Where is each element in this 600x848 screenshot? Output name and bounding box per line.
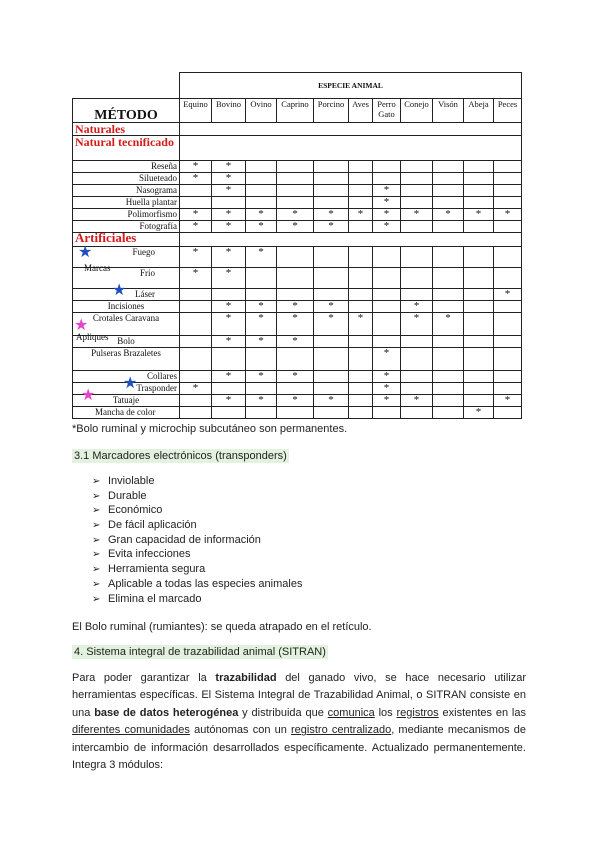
mark-cell xyxy=(433,348,464,371)
mark-cell xyxy=(433,185,464,197)
mark-cell xyxy=(433,371,464,383)
mark-cell xyxy=(464,268,494,289)
mark-cell xyxy=(464,313,494,336)
mark-cell xyxy=(494,185,522,197)
list-item xyxy=(92,474,302,489)
species-col-header: Visón xyxy=(433,99,464,123)
mark-cell xyxy=(180,185,212,197)
bold-base-datos: base de datos heterogénea xyxy=(94,706,239,719)
method-label: Incisiones xyxy=(73,301,180,313)
mark-cell: * xyxy=(494,209,522,221)
method-label: Crotales Caravana xyxy=(73,313,180,336)
mark-cell xyxy=(314,161,349,173)
mark-cell: * xyxy=(494,395,522,407)
mark-cell: * xyxy=(401,313,433,336)
mark-cell xyxy=(433,289,464,301)
category-naturales: Naturales xyxy=(73,123,180,136)
mark-cell: * xyxy=(373,221,401,233)
mark-cell xyxy=(180,371,212,383)
text-run: del ganado vivo, se hace necesario utilizar herramientas específicas. El Sistema Integral de Trazabilidad Animal, o SITRAN consiste en una xyxy=(72,672,526,719)
mark-cell xyxy=(401,173,433,185)
method-label: Frío xyxy=(73,268,180,289)
mark-cell: * xyxy=(373,209,401,221)
method-label: Pulseras Brazaletes xyxy=(73,348,180,371)
mark-cell xyxy=(494,197,522,209)
mark-cell xyxy=(314,407,349,419)
table-note: *Bolo ruminal y microchip subcutáneo son permanentes. xyxy=(72,423,348,435)
mark-cell: * xyxy=(494,289,522,301)
species-col-header: Ovino xyxy=(246,99,277,123)
mark-cell: * xyxy=(180,268,212,289)
table-row xyxy=(73,209,522,221)
mark-cell: * xyxy=(373,395,401,407)
text-run: y distribuida que xyxy=(238,706,328,719)
species-col-header: Abeja xyxy=(464,99,494,123)
table-row xyxy=(73,348,522,371)
mark-cell xyxy=(433,161,464,173)
text-run: autónomas con un xyxy=(189,724,292,737)
mark-cell: * xyxy=(180,161,212,173)
mark-cell xyxy=(277,383,314,395)
list-item-text: Evita infecciones xyxy=(108,548,191,561)
underline-comunica: comunica xyxy=(327,706,375,719)
mark-cell xyxy=(314,197,349,209)
list-item-text: Inviolable xyxy=(108,475,155,487)
mark-cell xyxy=(401,185,433,197)
mark-cell: * xyxy=(373,185,401,197)
mark-cell xyxy=(464,185,494,197)
mark-cell xyxy=(277,268,314,289)
mark-cell xyxy=(246,348,277,371)
method-label: Mancha de color xyxy=(73,407,180,419)
method-label: Collares xyxy=(73,371,180,383)
mark-cell xyxy=(246,407,277,419)
table-row xyxy=(73,173,522,185)
mark-cell xyxy=(277,197,314,209)
mark-cell: * xyxy=(277,336,314,348)
mark-cell: * xyxy=(246,336,277,348)
species-col-header: Aves xyxy=(349,99,373,123)
mark-cell xyxy=(277,289,314,301)
section-3-1-heading: 3.1 Marcadores electrónicos (transponders) xyxy=(74,450,287,462)
mark-cell xyxy=(373,268,401,289)
arrow-bullet-icon: ➢ xyxy=(92,520,101,532)
mark-cell: * xyxy=(246,371,277,383)
mark-cell xyxy=(246,383,277,395)
table-row xyxy=(73,383,522,395)
species-method-table xyxy=(72,72,522,419)
mark-cell xyxy=(349,247,373,268)
empty-cell xyxy=(180,233,522,247)
mark-cell xyxy=(433,197,464,209)
arrow-bullet-icon: ➢ xyxy=(92,578,101,590)
transponder-features-list xyxy=(92,474,302,606)
mark-cell: * xyxy=(277,371,314,383)
mark-cell: * xyxy=(212,268,246,289)
species-col-header: Perro Gato xyxy=(373,99,401,123)
mark-cell xyxy=(349,348,373,371)
mark-cell xyxy=(494,247,522,268)
mark-cell: * xyxy=(212,173,246,185)
mark-cell xyxy=(314,185,349,197)
mark-cell xyxy=(494,161,522,173)
mark-cell: * xyxy=(180,247,212,268)
mark-cell xyxy=(277,173,314,185)
mark-cell: * xyxy=(212,336,246,348)
method-label: Bolo xyxy=(73,336,180,348)
empty-cell xyxy=(180,136,522,161)
mark-cell xyxy=(180,348,212,371)
table-row xyxy=(73,289,522,301)
mark-cell xyxy=(180,197,212,209)
mark-cell: * xyxy=(212,313,246,336)
mark-cell xyxy=(401,348,433,371)
mark-cell: * xyxy=(246,301,277,313)
mark-cell xyxy=(494,383,522,395)
star-apliques-icon: ★ xyxy=(74,317,89,334)
mark-cell xyxy=(464,336,494,348)
mark-cell xyxy=(349,197,373,209)
mark-cell xyxy=(349,395,373,407)
mark-cell xyxy=(246,185,277,197)
mark-cell xyxy=(180,313,212,336)
mark-cell: * xyxy=(180,383,212,395)
mark-cell xyxy=(401,383,433,395)
mark-cell xyxy=(464,395,494,407)
table-row xyxy=(73,301,522,313)
mark-cell: * xyxy=(349,209,373,221)
underline-comunidades: diferentes comunidades xyxy=(72,724,190,737)
mark-cell xyxy=(464,383,494,395)
mark-cell xyxy=(373,336,401,348)
list-item xyxy=(92,503,302,518)
mark-cell xyxy=(314,383,349,395)
mark-cell xyxy=(277,247,314,268)
mark-cell: * xyxy=(212,221,246,233)
mark-cell xyxy=(464,221,494,233)
mark-cell: * xyxy=(314,395,349,407)
mark-cell xyxy=(433,336,464,348)
mark-cell: * xyxy=(373,383,401,395)
mark-cell xyxy=(212,289,246,301)
mark-cell: * xyxy=(433,313,464,336)
mark-cell xyxy=(277,161,314,173)
species-col-header: Conejo xyxy=(401,99,433,123)
mark-cell xyxy=(401,289,433,301)
section-4-heading: 4. Sistema integral de trazabilidad animal (SITRAN) xyxy=(74,646,326,658)
table-row xyxy=(73,313,522,336)
mark-cell: * xyxy=(373,197,401,209)
mark-cell: * xyxy=(314,301,349,313)
mark-cell xyxy=(373,301,401,313)
mark-cell xyxy=(373,247,401,268)
method-label: Fotografía xyxy=(73,221,180,233)
mark-cell: * xyxy=(401,301,433,313)
species-col-header: Porcino xyxy=(314,99,349,123)
mark-cell xyxy=(401,371,433,383)
arrow-bullet-icon: ➢ xyxy=(92,505,101,517)
mark-cell xyxy=(349,383,373,395)
mark-cell: * xyxy=(212,395,246,407)
method-label: Silueteado xyxy=(73,173,180,185)
table-row xyxy=(73,221,522,233)
text-run: los xyxy=(374,706,397,719)
mark-cell xyxy=(180,395,212,407)
mark-cell xyxy=(373,289,401,301)
species-col-header: Bovino xyxy=(212,99,246,123)
species-col-header: Equino xyxy=(180,99,212,123)
mark-cell xyxy=(246,161,277,173)
group-apliques: Apliques xyxy=(76,332,109,342)
mark-cell: * xyxy=(246,221,277,233)
mark-cell: * xyxy=(277,209,314,221)
table-row xyxy=(73,371,522,383)
mark-cell xyxy=(494,301,522,313)
mark-cell xyxy=(494,221,522,233)
mark-cell: * xyxy=(401,209,433,221)
list-item xyxy=(92,489,302,504)
mark-cell xyxy=(212,407,246,419)
table-row xyxy=(73,407,522,419)
method-label: Tatuaje xyxy=(73,395,180,407)
list-item-text: Económico xyxy=(108,504,163,517)
arrow-bullet-icon: ➢ xyxy=(92,476,101,487)
mark-cell xyxy=(401,197,433,209)
mark-cell xyxy=(212,197,246,209)
mark-cell xyxy=(433,383,464,395)
mark-cell xyxy=(464,301,494,313)
text-run: existentes en las xyxy=(438,706,526,719)
species-col-header: Caprino xyxy=(277,99,314,123)
mark-cell xyxy=(433,301,464,313)
list-item-text: Aplicable a todas las especies animales xyxy=(108,577,303,590)
text-run: Para poder garantizar la xyxy=(72,672,216,684)
mark-cell xyxy=(349,336,373,348)
list-item xyxy=(92,592,302,607)
method-label: Reseña xyxy=(73,161,180,173)
arrow-bullet-icon: ➢ xyxy=(92,564,101,576)
species-header: ESPECIE ANIMAL xyxy=(180,73,522,99)
method-label: Láser xyxy=(73,289,180,301)
mark-cell xyxy=(246,197,277,209)
mark-cell: * xyxy=(212,209,246,221)
mark-cell xyxy=(277,185,314,197)
mark-cell xyxy=(464,173,494,185)
mark-cell xyxy=(246,173,277,185)
mark-cell: * xyxy=(212,301,246,313)
mark-cell xyxy=(314,348,349,371)
list-item xyxy=(92,577,302,592)
mark-cell: * xyxy=(246,247,277,268)
mark-cell xyxy=(314,289,349,301)
list-item-text: Herramienta segura xyxy=(108,563,206,576)
star-mancha-icon: ★ xyxy=(81,387,96,404)
mark-cell xyxy=(212,348,246,371)
arrow-bullet-icon: ➢ xyxy=(92,534,101,546)
mark-cell xyxy=(180,289,212,301)
mark-cell xyxy=(433,247,464,268)
table-row xyxy=(73,247,522,268)
table-row xyxy=(73,197,522,209)
empty-cell xyxy=(180,123,522,136)
mark-cell xyxy=(401,407,433,419)
mark-cell xyxy=(180,407,212,419)
mark-cell xyxy=(277,407,314,419)
list-item-text: Durable xyxy=(108,489,147,502)
mark-cell: * xyxy=(314,313,349,336)
mark-cell xyxy=(494,371,522,383)
method-label: Polimorfismo xyxy=(73,209,180,221)
list-item-text: Gran capacidad de información xyxy=(108,533,261,546)
list-item xyxy=(92,518,302,533)
mark-cell xyxy=(314,173,349,185)
mark-cell: * xyxy=(314,221,349,233)
mark-cell: * xyxy=(401,395,433,407)
mark-cell: * xyxy=(212,247,246,268)
mark-cell xyxy=(314,371,349,383)
mark-cell xyxy=(246,268,277,289)
species-col-header: Peces xyxy=(494,99,522,123)
mark-cell: * xyxy=(246,395,277,407)
mark-cell: * xyxy=(349,313,373,336)
mark-cell: * xyxy=(246,209,277,221)
mark-cell xyxy=(464,161,494,173)
method-label: Nasograma xyxy=(73,185,180,197)
group-marcas: Marcas xyxy=(84,263,111,273)
mark-cell xyxy=(433,173,464,185)
table-corner xyxy=(73,73,180,99)
mark-cell xyxy=(349,371,373,383)
mark-cell xyxy=(494,348,522,371)
mark-cell: * xyxy=(464,407,494,419)
mark-cell xyxy=(180,336,212,348)
method-label: Fuego xyxy=(73,247,180,268)
category-natural-tecnificado: Natural tecnificado xyxy=(73,136,180,161)
mark-cell xyxy=(212,383,246,395)
mark-cell xyxy=(494,173,522,185)
mark-cell: * xyxy=(373,371,401,383)
list-item xyxy=(92,547,302,562)
mark-cell: * xyxy=(277,395,314,407)
arrow-bullet-icon: ➢ xyxy=(92,549,101,561)
star-incisiones-icon: ★ xyxy=(112,282,127,299)
method-label: Trasponder xyxy=(73,383,180,395)
category-artificiales: Artificiales xyxy=(73,233,180,247)
mark-cell xyxy=(464,197,494,209)
mark-cell xyxy=(180,301,212,313)
mark-cell xyxy=(373,407,401,419)
mark-cell: * xyxy=(212,371,246,383)
mark-cell xyxy=(433,221,464,233)
mark-cell xyxy=(349,268,373,289)
mark-cell: * xyxy=(464,209,494,221)
mark-cell xyxy=(277,348,314,371)
mark-cell xyxy=(349,173,373,185)
table-row xyxy=(73,395,522,407)
mark-cell: * xyxy=(433,209,464,221)
list-item xyxy=(92,533,302,548)
mark-cell xyxy=(433,268,464,289)
mark-cell xyxy=(401,247,433,268)
mark-cell xyxy=(494,268,522,289)
mark-cell: * xyxy=(180,221,212,233)
mark-cell xyxy=(464,371,494,383)
mark-cell xyxy=(373,313,401,336)
mark-cell xyxy=(349,407,373,419)
mark-cell xyxy=(401,161,433,173)
underline-registro-centralizado: registro centralizado xyxy=(291,724,392,737)
mark-cell xyxy=(401,221,433,233)
mark-cell xyxy=(494,313,522,336)
mark-cell xyxy=(349,221,373,233)
mark-cell xyxy=(464,247,494,268)
sitran-paragraph xyxy=(72,670,526,774)
mark-cell xyxy=(246,289,277,301)
arrow-bullet-icon: ➢ xyxy=(92,490,101,502)
mark-cell xyxy=(349,301,373,313)
mark-cell: * xyxy=(373,348,401,371)
mark-cell xyxy=(349,185,373,197)
mark-cell: * xyxy=(212,185,246,197)
underline-registros: registros xyxy=(396,706,439,719)
table-row xyxy=(73,268,522,289)
mark-cell xyxy=(494,407,522,419)
mark-cell xyxy=(349,161,373,173)
arrow-bullet-icon: ➢ xyxy=(92,593,101,605)
table-row xyxy=(73,161,522,173)
mark-cell: * xyxy=(180,173,212,185)
star-marcas-icon: ★ xyxy=(78,244,93,261)
method-label: Huella plantar xyxy=(73,197,180,209)
bold-trazabilidad: trazabilidad xyxy=(215,672,277,684)
mark-cell xyxy=(373,161,401,173)
star-tatuaje-icon: ★ xyxy=(123,375,138,392)
table-row xyxy=(73,185,522,197)
mark-cell: * xyxy=(180,209,212,221)
bolo-ruminal-text: El Bolo ruminal (rumiantes): se queda atrapado en el retículo. xyxy=(72,621,372,633)
mark-cell xyxy=(314,247,349,268)
mark-cell xyxy=(314,336,349,348)
table-row xyxy=(73,336,522,348)
text-run: , mediante mecanismos de intercambio de información desarrollados específicamente. Actualizado permanentemente. Integra 3 módulos: xyxy=(72,724,526,772)
list-item-text: De fácil aplicación xyxy=(108,519,197,532)
mark-cell: * xyxy=(246,313,277,336)
mark-cell xyxy=(464,348,494,371)
mark-cell xyxy=(401,336,433,348)
list-item-text: Elimina el marcado xyxy=(108,592,202,605)
mark-cell xyxy=(314,268,349,289)
mark-cell: * xyxy=(277,313,314,336)
mark-cell xyxy=(349,289,373,301)
mark-cell xyxy=(401,268,433,289)
mark-cell xyxy=(373,173,401,185)
mark-cell: * xyxy=(277,301,314,313)
mark-cell xyxy=(494,336,522,348)
mark-cell xyxy=(433,407,464,419)
mark-cell: * xyxy=(212,161,246,173)
mark-cell xyxy=(464,289,494,301)
list-item xyxy=(92,562,302,577)
mark-cell: * xyxy=(277,221,314,233)
method-header: MÉTODO xyxy=(73,99,180,123)
mark-cell xyxy=(433,395,464,407)
mark-cell: * xyxy=(314,209,349,221)
